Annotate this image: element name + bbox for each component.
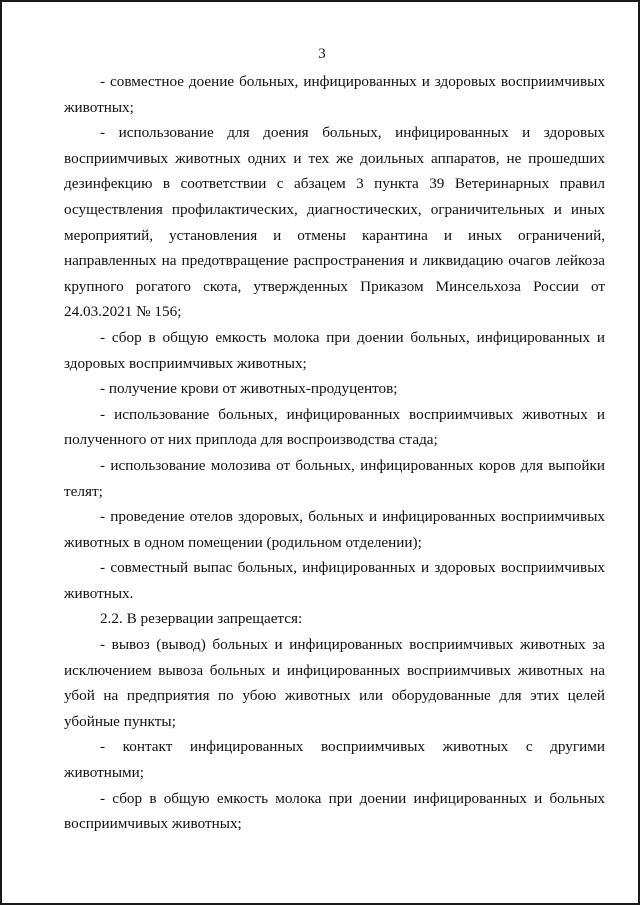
paragraph-4: - получение крови от животных-продуцентов; — [100, 380, 398, 398]
paragraph-7: - проведение отелов здоровых, больных и инфицированных восприимчивых животных в одном помещении (родильном отделении); — [64, 508, 605, 551]
paragraph-10: - вывоз (вывод) больных и инфицированных восприимчивых животных за исключением вывоза больных и инфицированных восприимчивых животных на убой на предприятия по убою животных или оборудованные для этих целей убойные пункты; — [64, 636, 605, 730]
paragraph-11: - контакт инфицированных восприимчивых животных с другими животными; — [64, 738, 605, 782]
paragraph-12: - сбор в общую емкость молока при доении инфицированных и больных восприимчивых животных; — [64, 789, 605, 833]
paragraph-5: - использование больных, инфицированных восприимчивых животных и полученного от них приплода для воспроизводства стада; — [64, 405, 605, 449]
paragraph-2: - использование для доения больных, инфицированных и здоровых восприимчивых животных одних и тех же доильных аппаратов, не прошедших дезинфекцию в соответствии с абзацем 3 пункта 39 Ветеринарных правил осуществления профилактических, диагностических, ограничительных и иных мероприятий, установления и отмены карантина и иных ограничений, направленных на предотвращение распространения и ликвидацию очагов лейкоза крупного рогатого скота, утвержденных Приказом Минсельхоза России от 24.03.2021 № 156; — [64, 124, 605, 321]
paragraph-8: - совместный выпас больных, инфицированных и здоровых восприимчивых животных. — [64, 559, 605, 602]
document-body — [64, 69, 605, 837]
paragraph-6: - использование молозива от больных, инфицированных коров для выпойки телят; — [64, 456, 605, 500]
section-heading-2-2: 2.2. В резервации запрещается: — [100, 610, 303, 628]
page-number: 3 — [318, 46, 326, 62]
paragraph-3: - сбор в общую емкость молока при доении больных, инфицированных и здоровых восприимчивых животных; — [64, 328, 605, 372]
paragraph-1: - совместное доение больных, инфицированных и здоровых восприимчивых животных; — [64, 73, 605, 116]
